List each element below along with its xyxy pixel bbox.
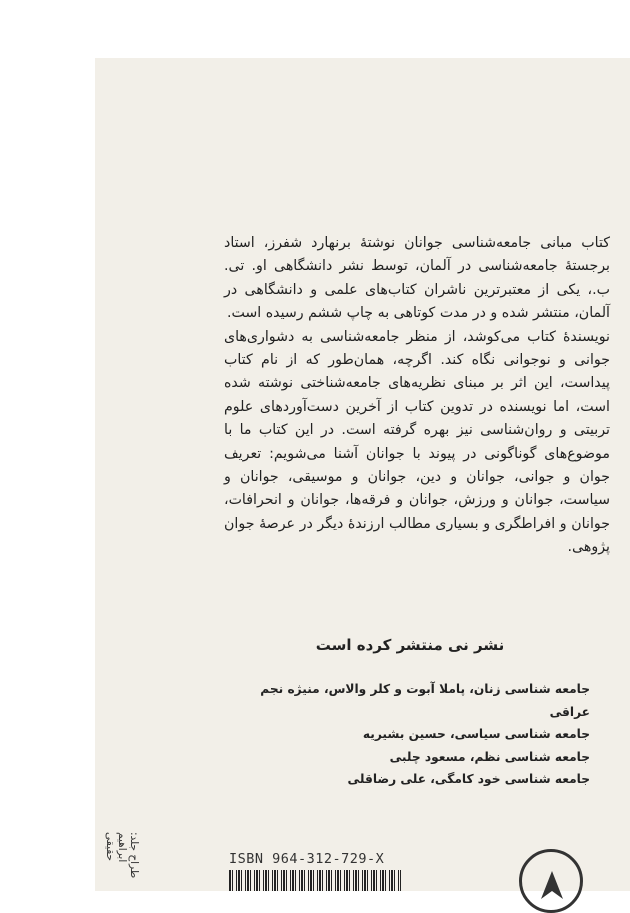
list-item: جامعه شناسی زنان، پاملا آبوت و کلر والاس، منیژه نجم عراقی xyxy=(260,682,590,719)
description-paragraph-1: کتاب مبانی جامعه‌شناسی جوانان نوشتهٔ برنهارد شفرز، استاد برجستهٔ جامعه‌شناسی در آلمان، توسط نشر دانشگاهی او. تی. ب.، یکی از معتبرترین ناشران کتاب‌های علمی و دانشگاهی در آلمان، منتشر شده و در مدت کوتاهی به چاپ ششم رسیده است. xyxy=(224,235,610,322)
publisher-heading: نشر نی منتشر کرده است xyxy=(315,636,505,654)
cover-designer-credit: طراح جلد: ابراهیم حقیقی xyxy=(104,832,140,879)
ney-logo-icon xyxy=(519,849,583,913)
list-item: جامعه شناسی نظم، مسعود چلبی xyxy=(389,749,590,764)
list-item: جامعه شناسی خود کامگی، علی رضاقلی xyxy=(347,772,590,787)
list-item: جامعه شناسی سیاسی، حسین بشیریه xyxy=(362,727,590,742)
related-titles-list xyxy=(240,678,590,791)
isbn-number: ISBN 964-312-729-X xyxy=(229,851,385,867)
description-paragraph-2: نویسندهٔ کتاب می‌کوشد، از منظر جامعه‌شناسی به دشواری‌های جوانی و نوجوانی نگاه کند. اگرچه، همان‌طور که از نام کتاب پیداست، این اثر بر مبنای نظریه‌های جامعه‌شناختی نوشته شده است، اما نویسنده در تدوین کتاب از آخرین دست‌آوردهای علوم تربیتی و روان‌شناسی نیز بهره گرفته است. در این کتاب ما با موضوع‌های گوناگونی در پیوند با جوانان آشنا می‌شویم: تعریف جوان و جوانی، جوانان و دین، جوانان و موسیقی، جوانان و سیاست، جوانان و ورزش، جوانان و فرقه‌ها، جوانان و انحرافات، جوانان و افراطگری و بسیاری مطالب ارزندهٔ دیگر در عرصهٔ جوان پژوهی. xyxy=(224,328,610,556)
barcode xyxy=(229,870,401,891)
book-description xyxy=(224,232,610,560)
